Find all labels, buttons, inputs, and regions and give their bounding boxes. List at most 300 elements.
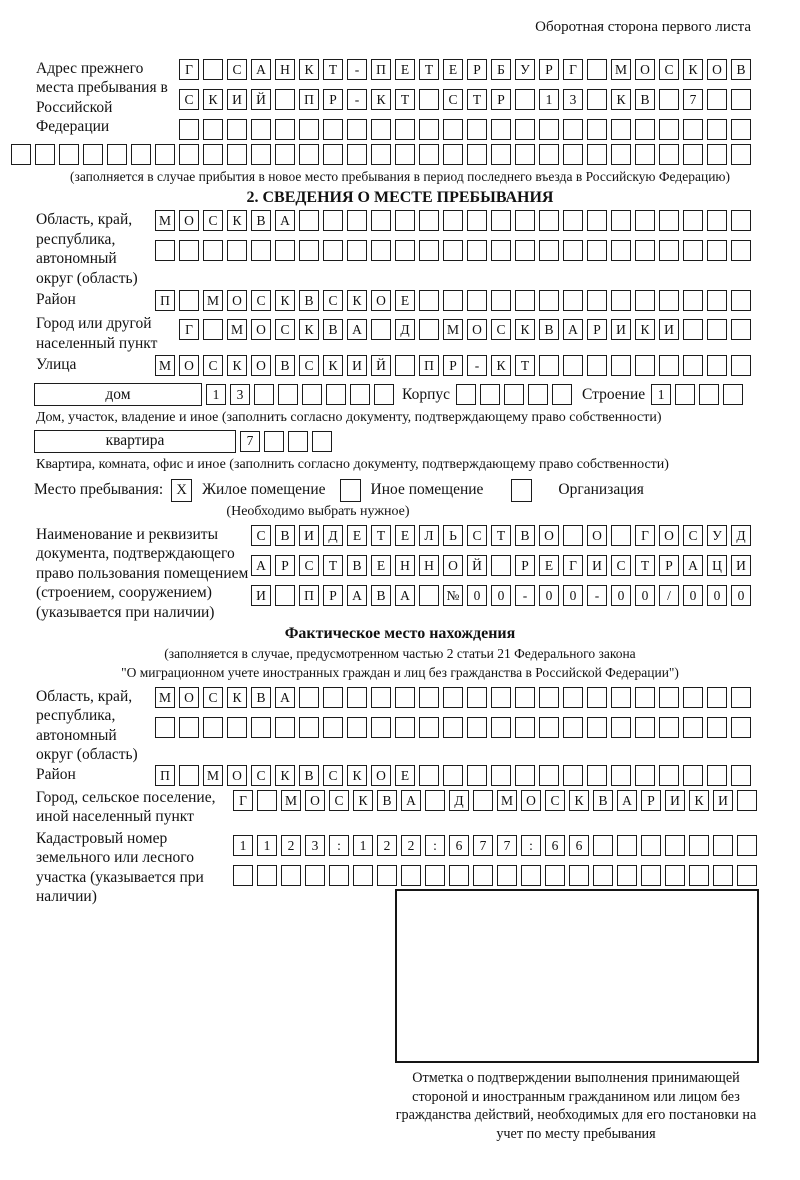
- char-box[interactable]: Т: [491, 525, 511, 546]
- char-box[interactable]: И: [587, 555, 607, 576]
- char-box[interactable]: Р: [539, 59, 559, 80]
- char-box[interactable]: [515, 290, 535, 311]
- char-box[interactable]: -: [515, 585, 535, 606]
- char-box[interactable]: [491, 717, 511, 738]
- char-box[interactable]: О: [467, 319, 487, 340]
- char-box[interactable]: С: [203, 355, 223, 376]
- char-box[interactable]: К: [227, 355, 247, 376]
- char-box[interactable]: С: [299, 355, 319, 376]
- char-box[interactable]: С: [323, 765, 343, 786]
- char-box[interactable]: И: [227, 89, 247, 110]
- char-box[interactable]: [371, 210, 391, 231]
- char-box[interactable]: К: [227, 210, 247, 231]
- char-box[interactable]: А: [395, 585, 415, 606]
- char-box[interactable]: К: [275, 765, 295, 786]
- char-box[interactable]: [275, 585, 295, 606]
- char-box[interactable]: [539, 687, 559, 708]
- char-box[interactable]: Т: [323, 555, 343, 576]
- char-box[interactable]: Е: [395, 290, 415, 311]
- char-box[interactable]: Н: [275, 59, 295, 80]
- char-box[interactable]: [425, 865, 445, 886]
- char-box[interactable]: [374, 384, 394, 405]
- char-box[interactable]: О: [305, 790, 325, 811]
- char-box[interactable]: [539, 355, 559, 376]
- char-box[interactable]: [731, 687, 751, 708]
- char-box[interactable]: [323, 210, 343, 231]
- char-box[interactable]: [419, 585, 439, 606]
- char-box[interactable]: [251, 144, 271, 165]
- char-box[interactable]: А: [563, 319, 583, 340]
- char-box[interactable]: [683, 210, 703, 231]
- char-box[interactable]: Н: [395, 555, 415, 576]
- char-box[interactable]: [491, 555, 511, 576]
- char-box[interactable]: [707, 687, 727, 708]
- char-box[interactable]: [323, 144, 343, 165]
- char-box[interactable]: С: [251, 525, 271, 546]
- char-box[interactable]: [257, 790, 277, 811]
- char-box[interactable]: [539, 765, 559, 786]
- char-box[interactable]: 2: [281, 835, 301, 856]
- char-box[interactable]: И: [611, 319, 631, 340]
- char-box[interactable]: [347, 240, 367, 261]
- char-box[interactable]: В: [635, 89, 655, 110]
- char-box[interactable]: [563, 119, 583, 140]
- char-box[interactable]: [299, 240, 319, 261]
- char-box[interactable]: [707, 144, 727, 165]
- char-box[interactable]: [689, 865, 709, 886]
- char-box[interactable]: [515, 210, 535, 231]
- char-box[interactable]: [675, 384, 695, 405]
- char-box[interactable]: [504, 384, 524, 405]
- char-box[interactable]: О: [659, 525, 679, 546]
- char-box[interactable]: [539, 240, 559, 261]
- char-box[interactable]: [312, 431, 332, 452]
- char-box[interactable]: С: [683, 525, 703, 546]
- char-box[interactable]: М: [155, 210, 175, 231]
- char-box[interactable]: [659, 290, 679, 311]
- char-box[interactable]: Т: [419, 59, 439, 80]
- char-box[interactable]: [707, 89, 727, 110]
- char-box[interactable]: С: [251, 290, 271, 311]
- char-box[interactable]: С: [611, 555, 631, 576]
- char-box[interactable]: С: [659, 59, 679, 80]
- char-box[interactable]: [419, 687, 439, 708]
- char-box[interactable]: В: [323, 319, 343, 340]
- char-box[interactable]: Т: [467, 89, 487, 110]
- char-box[interactable]: 2: [377, 835, 397, 856]
- char-box[interactable]: [659, 119, 679, 140]
- char-box[interactable]: [635, 290, 655, 311]
- char-box[interactable]: [731, 144, 751, 165]
- char-box[interactable]: А: [617, 790, 637, 811]
- char-box[interactable]: №: [443, 585, 463, 606]
- char-box[interactable]: О: [251, 355, 271, 376]
- char-box[interactable]: [731, 290, 751, 311]
- char-box[interactable]: О: [443, 555, 463, 576]
- char-box[interactable]: [683, 290, 703, 311]
- char-box[interactable]: 0: [563, 585, 583, 606]
- char-box[interactable]: [563, 525, 583, 546]
- char-box[interactable]: С: [491, 319, 511, 340]
- char-box[interactable]: И: [347, 355, 367, 376]
- char-box[interactable]: [617, 865, 637, 886]
- char-box[interactable]: [731, 240, 751, 261]
- char-box[interactable]: [569, 865, 589, 886]
- char-box[interactable]: [347, 210, 367, 231]
- char-box[interactable]: М: [281, 790, 301, 811]
- char-box[interactable]: [275, 240, 295, 261]
- char-box[interactable]: [179, 290, 199, 311]
- char-box[interactable]: [587, 717, 607, 738]
- char-box[interactable]: Г: [563, 59, 583, 80]
- char-box[interactable]: [635, 210, 655, 231]
- char-box[interactable]: [371, 687, 391, 708]
- char-box[interactable]: [665, 865, 685, 886]
- char-box[interactable]: [302, 384, 322, 405]
- char-box[interactable]: [251, 717, 271, 738]
- char-box[interactable]: В: [299, 290, 319, 311]
- char-box[interactable]: [467, 290, 487, 311]
- char-box[interactable]: [473, 865, 493, 886]
- char-box[interactable]: -: [347, 59, 367, 80]
- char-box[interactable]: Р: [323, 89, 343, 110]
- char-box[interactable]: [659, 355, 679, 376]
- char-box[interactable]: [707, 290, 727, 311]
- char-box[interactable]: [659, 717, 679, 738]
- char-box[interactable]: П: [155, 765, 175, 786]
- char-box[interactable]: 0: [683, 585, 703, 606]
- char-box[interactable]: [288, 431, 308, 452]
- char-box[interactable]: К: [299, 59, 319, 80]
- char-box[interactable]: [593, 835, 613, 856]
- char-box[interactable]: [257, 865, 277, 886]
- char-box[interactable]: [275, 119, 295, 140]
- char-box[interactable]: А: [347, 319, 367, 340]
- char-box[interactable]: [635, 355, 655, 376]
- char-box[interactable]: К: [371, 89, 391, 110]
- char-box[interactable]: [350, 384, 370, 405]
- char-box[interactable]: [395, 240, 415, 261]
- char-box[interactable]: [552, 384, 572, 405]
- char-box[interactable]: [731, 89, 751, 110]
- char-box[interactable]: [539, 144, 559, 165]
- char-box[interactable]: [203, 319, 223, 340]
- char-box[interactable]: [683, 119, 703, 140]
- char-box[interactable]: [179, 119, 199, 140]
- char-box[interactable]: Г: [233, 790, 253, 811]
- char-box[interactable]: [683, 687, 703, 708]
- char-box[interactable]: [539, 210, 559, 231]
- char-box[interactable]: Й: [371, 355, 391, 376]
- char-box[interactable]: К: [491, 355, 511, 376]
- char-box[interactable]: И: [659, 319, 679, 340]
- char-box[interactable]: [737, 865, 757, 886]
- char-box[interactable]: 0: [467, 585, 487, 606]
- char-box[interactable]: Д: [449, 790, 469, 811]
- char-box[interactable]: [179, 144, 199, 165]
- char-box[interactable]: 6: [545, 835, 565, 856]
- char-box[interactable]: [467, 687, 487, 708]
- char-box[interactable]: С: [545, 790, 565, 811]
- char-box[interactable]: [611, 144, 631, 165]
- char-box[interactable]: М: [443, 319, 463, 340]
- char-box[interactable]: А: [275, 210, 295, 231]
- char-box[interactable]: 3: [563, 89, 583, 110]
- char-box[interactable]: О: [587, 525, 607, 546]
- char-box[interactable]: Ь: [443, 525, 463, 546]
- char-box[interactable]: Т: [323, 59, 343, 80]
- char-box[interactable]: [587, 59, 607, 80]
- char-box[interactable]: В: [347, 555, 367, 576]
- char-box[interactable]: [659, 687, 679, 708]
- char-box[interactable]: М: [203, 765, 223, 786]
- char-box[interactable]: К: [203, 89, 223, 110]
- char-box[interactable]: [707, 210, 727, 231]
- char-box[interactable]: [587, 765, 607, 786]
- char-box[interactable]: [707, 355, 727, 376]
- char-box[interactable]: О: [371, 290, 391, 311]
- char-box[interactable]: [323, 687, 343, 708]
- char-box[interactable]: Й: [467, 555, 487, 576]
- char-box[interactable]: [491, 765, 511, 786]
- char-box[interactable]: М: [155, 687, 175, 708]
- char-box[interactable]: [491, 687, 511, 708]
- char-box[interactable]: [723, 384, 743, 405]
- char-box[interactable]: С: [329, 790, 349, 811]
- char-box[interactable]: 1: [257, 835, 277, 856]
- char-box[interactable]: О: [521, 790, 541, 811]
- char-box[interactable]: В: [371, 585, 391, 606]
- char-box[interactable]: [707, 240, 727, 261]
- char-box[interactable]: 0: [635, 585, 655, 606]
- char-box[interactable]: [521, 865, 541, 886]
- char-box[interactable]: [179, 240, 199, 261]
- char-box[interactable]: С: [275, 319, 295, 340]
- char-box[interactable]: [395, 355, 415, 376]
- char-box[interactable]: Т: [635, 555, 655, 576]
- char-box[interactable]: Г: [635, 525, 655, 546]
- char-box[interactable]: [371, 119, 391, 140]
- char-box[interactable]: К: [347, 290, 367, 311]
- char-box[interactable]: П: [371, 59, 391, 80]
- char-box[interactable]: [467, 765, 487, 786]
- char-box[interactable]: К: [323, 355, 343, 376]
- char-box[interactable]: [395, 687, 415, 708]
- char-box[interactable]: [683, 240, 703, 261]
- char-box[interactable]: [371, 319, 391, 340]
- char-box[interactable]: В: [539, 319, 559, 340]
- char-box[interactable]: [515, 89, 535, 110]
- char-box[interactable]: [395, 717, 415, 738]
- char-box[interactable]: Д: [395, 319, 415, 340]
- char-box[interactable]: [299, 144, 319, 165]
- char-box[interactable]: X: [171, 479, 192, 502]
- char-box[interactable]: П: [299, 585, 319, 606]
- char-box[interactable]: [443, 210, 463, 231]
- char-box[interactable]: [515, 765, 535, 786]
- char-box[interactable]: [467, 144, 487, 165]
- char-box[interactable]: 0: [707, 585, 727, 606]
- char-box[interactable]: [611, 525, 631, 546]
- char-box[interactable]: [443, 687, 463, 708]
- char-box[interactable]: [467, 717, 487, 738]
- char-box[interactable]: [491, 144, 511, 165]
- char-box[interactable]: -: [587, 585, 607, 606]
- char-box[interactable]: :: [521, 835, 541, 856]
- char-box[interactable]: [203, 240, 223, 261]
- char-box[interactable]: И: [713, 790, 733, 811]
- char-box[interactable]: Р: [587, 319, 607, 340]
- char-box[interactable]: [683, 319, 703, 340]
- char-box[interactable]: К: [353, 790, 373, 811]
- char-box[interactable]: [347, 119, 367, 140]
- char-box[interactable]: [107, 144, 127, 165]
- char-box[interactable]: [491, 119, 511, 140]
- char-box[interactable]: Р: [641, 790, 661, 811]
- char-box[interactable]: П: [155, 290, 175, 311]
- char-box[interactable]: С: [203, 687, 223, 708]
- char-box[interactable]: [305, 865, 325, 886]
- char-box[interactable]: К: [683, 59, 703, 80]
- char-box[interactable]: 2: [401, 835, 421, 856]
- char-box[interactable]: [323, 717, 343, 738]
- char-box[interactable]: [347, 687, 367, 708]
- char-box[interactable]: О: [179, 687, 199, 708]
- char-box[interactable]: [515, 717, 535, 738]
- char-box[interactable]: [35, 144, 55, 165]
- char-box[interactable]: [635, 687, 655, 708]
- char-box[interactable]: О: [227, 290, 247, 311]
- char-box[interactable]: [329, 865, 349, 886]
- char-box[interactable]: [587, 240, 607, 261]
- char-box[interactable]: [707, 717, 727, 738]
- char-box[interactable]: [323, 119, 343, 140]
- char-box[interactable]: А: [683, 555, 703, 576]
- char-box[interactable]: Р: [491, 89, 511, 110]
- char-box[interactable]: [425, 790, 445, 811]
- char-box[interactable]: [443, 119, 463, 140]
- char-box[interactable]: [443, 290, 463, 311]
- char-box[interactable]: [611, 355, 631, 376]
- char-box[interactable]: О: [635, 59, 655, 80]
- char-box[interactable]: С: [179, 89, 199, 110]
- char-box[interactable]: [563, 210, 583, 231]
- char-box[interactable]: О: [371, 765, 391, 786]
- char-box[interactable]: Е: [371, 555, 391, 576]
- char-box[interactable]: Р: [323, 585, 343, 606]
- char-box[interactable]: [515, 119, 535, 140]
- char-box[interactable]: [587, 290, 607, 311]
- char-box[interactable]: [203, 717, 223, 738]
- char-box[interactable]: С: [203, 210, 223, 231]
- char-box[interactable]: [731, 717, 751, 738]
- char-box[interactable]: [419, 210, 439, 231]
- char-box[interactable]: В: [377, 790, 397, 811]
- char-box[interactable]: [281, 865, 301, 886]
- char-box[interactable]: Т: [371, 525, 391, 546]
- char-box[interactable]: [707, 765, 727, 786]
- char-box[interactable]: 7: [683, 89, 703, 110]
- char-box[interactable]: /: [659, 585, 679, 606]
- char-box[interactable]: 0: [539, 585, 559, 606]
- char-box[interactable]: М: [203, 290, 223, 311]
- char-box[interactable]: [563, 687, 583, 708]
- char-box[interactable]: [179, 717, 199, 738]
- char-box[interactable]: [635, 765, 655, 786]
- char-box[interactable]: М: [497, 790, 517, 811]
- char-box[interactable]: М: [611, 59, 631, 80]
- char-box[interactable]: [515, 144, 535, 165]
- char-box[interactable]: 0: [491, 585, 511, 606]
- char-box[interactable]: 1: [353, 835, 373, 856]
- char-box[interactable]: [419, 144, 439, 165]
- char-box[interactable]: [665, 835, 685, 856]
- char-box[interactable]: Г: [179, 59, 199, 80]
- char-box[interactable]: 0: [731, 585, 751, 606]
- char-box[interactable]: [737, 790, 757, 811]
- char-box[interactable]: К: [299, 319, 319, 340]
- char-box[interactable]: [659, 240, 679, 261]
- char-box[interactable]: [683, 717, 703, 738]
- char-box[interactable]: -: [347, 89, 367, 110]
- char-box[interactable]: [659, 765, 679, 786]
- char-box[interactable]: [635, 717, 655, 738]
- char-box[interactable]: [539, 290, 559, 311]
- char-box[interactable]: [587, 210, 607, 231]
- char-box[interactable]: [419, 89, 439, 110]
- char-box[interactable]: К: [227, 687, 247, 708]
- char-box[interactable]: [419, 717, 439, 738]
- char-box[interactable]: [299, 687, 319, 708]
- char-box[interactable]: Г: [563, 555, 583, 576]
- char-box[interactable]: [683, 765, 703, 786]
- char-box[interactable]: [467, 240, 487, 261]
- char-box[interactable]: В: [251, 210, 271, 231]
- char-box[interactable]: [491, 290, 511, 311]
- char-box[interactable]: [563, 355, 583, 376]
- char-box[interactable]: [203, 59, 223, 80]
- char-box[interactable]: [731, 765, 751, 786]
- char-box[interactable]: [323, 240, 343, 261]
- char-box[interactable]: [641, 865, 661, 886]
- char-box[interactable]: [563, 765, 583, 786]
- char-box[interactable]: Л: [419, 525, 439, 546]
- char-box[interactable]: 3: [230, 384, 250, 405]
- char-box[interactable]: [443, 240, 463, 261]
- char-box[interactable]: [491, 240, 511, 261]
- char-box[interactable]: [689, 835, 709, 856]
- char-box[interactable]: С: [323, 290, 343, 311]
- char-box[interactable]: С: [227, 59, 247, 80]
- char-box[interactable]: [443, 765, 463, 786]
- char-box[interactable]: [131, 144, 151, 165]
- char-box[interactable]: [611, 240, 631, 261]
- char-box[interactable]: Р: [659, 555, 679, 576]
- char-box[interactable]: О: [179, 210, 199, 231]
- char-box[interactable]: [539, 119, 559, 140]
- char-box[interactable]: А: [275, 687, 295, 708]
- char-box[interactable]: [203, 144, 223, 165]
- char-box[interactable]: К: [635, 319, 655, 340]
- char-box[interactable]: [611, 687, 631, 708]
- char-box[interactable]: [251, 119, 271, 140]
- char-box[interactable]: [371, 717, 391, 738]
- char-box[interactable]: В: [299, 765, 319, 786]
- char-box[interactable]: Е: [395, 525, 415, 546]
- char-box[interactable]: Т: [515, 355, 535, 376]
- char-box[interactable]: [611, 210, 631, 231]
- char-box[interactable]: [473, 790, 493, 811]
